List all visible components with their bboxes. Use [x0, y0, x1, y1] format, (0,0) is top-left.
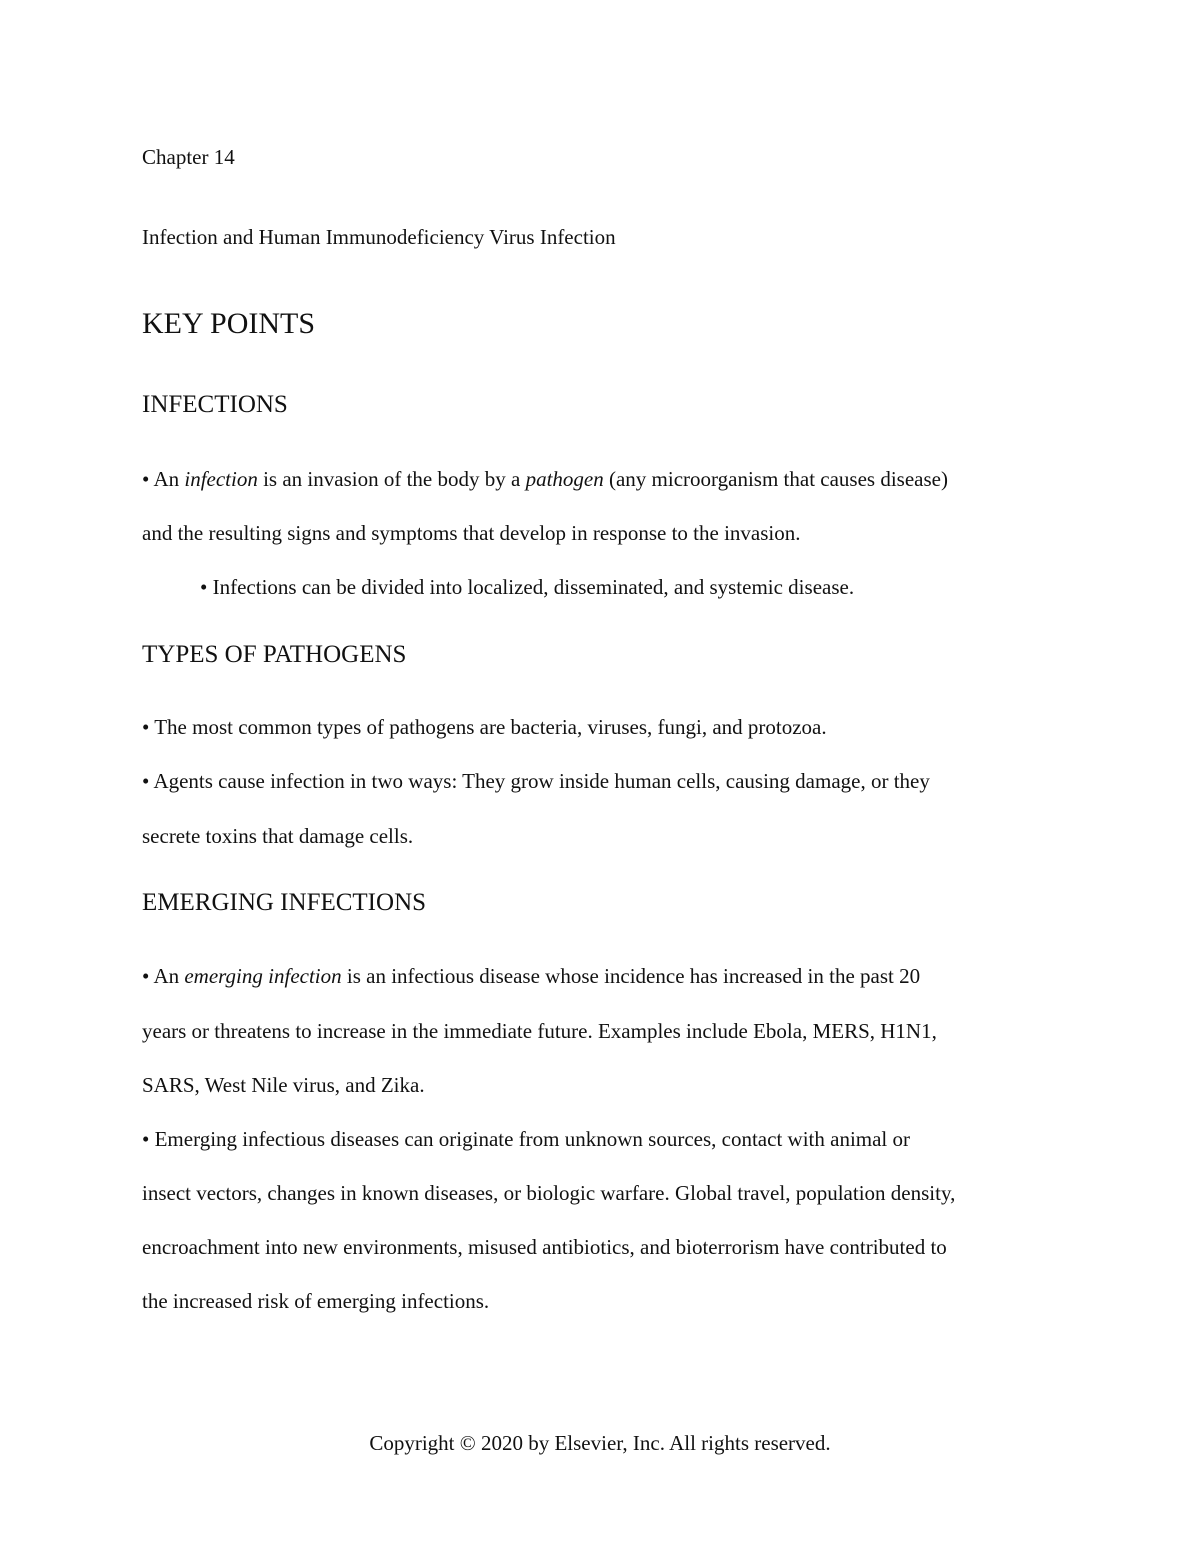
emerging-bullet-2-line-3: encroachment into new environments, misused antibiotics, and bioterrorism have contributed to — [142, 1235, 947, 1259]
italic-term-pathogen: pathogen — [525, 467, 604, 491]
chapter-label: Chapter 14 — [142, 145, 235, 169]
infections-bullet-1-line-1 — [142, 466, 948, 492]
section-heading-infections: INFECTIONS — [142, 391, 288, 418]
emerging-bullet-1-line-1 — [142, 963, 920, 989]
section-heading-emerging-infections: EMERGING INFECTIONS — [142, 889, 427, 916]
italic-term-infection: infection — [184, 467, 258, 491]
text-run: is an invasion of the body by a — [257, 467, 526, 491]
chapter-title: Infection and Human Immunodeficiency Virus Infection — [142, 225, 616, 249]
emerging-bullet-2-line-4: the increased risk of emerging infections. — [142, 1289, 490, 1313]
text-run: is an infectious disease whose incidence has increased in the past 20 — [341, 964, 921, 988]
text-run: (any microorganism that causes disease) — [603, 467, 948, 491]
key-points-heading: KEY POINTS — [142, 307, 316, 340]
types-bullet-2-line-1: • Agents cause infection in two ways: They grow inside human cells, causing damage, or they — [142, 769, 930, 793]
emerging-bullet-1-line-2: years or threatens to increase in the immediate future. Examples include Ebola, MERS, H1N1, — [142, 1019, 937, 1043]
emerging-bullet-2-line-1: • Emerging infectious diseases can originate from unknown sources, contact with animal or — [142, 1127, 911, 1151]
emerging-bullet-1-line-3: SARS, West Nile virus, and Zika. — [142, 1073, 425, 1097]
infections-bullet-1-line-2: and the resulting signs and symptoms that develop in response to the invasion. — [142, 521, 801, 545]
copyright-footer: Copyright © 2020 by Elsevier, Inc. All rights reserved. — [369, 1431, 831, 1455]
types-bullet-1: • The most common types of pathogens are bacteria, viruses, fungi, and protozoa. — [142, 715, 827, 739]
text-run: • An — [142, 964, 185, 988]
italic-term-emerging-infection: emerging infection — [184, 964, 342, 988]
emerging-bullet-2-line-2: insect vectors, changes in known diseases, or biologic warfare. Global travel, population density, — [142, 1181, 956, 1205]
section-heading-types-of-pathogens: TYPES OF PATHOGENS — [142, 641, 407, 668]
infections-sub-bullet: • Infections can be divided into localized, disseminated, and systemic disease. — [200, 575, 855, 599]
types-bullet-2-line-2: secrete toxins that damage cells. — [142, 824, 414, 848]
text-run: • An — [142, 467, 185, 491]
